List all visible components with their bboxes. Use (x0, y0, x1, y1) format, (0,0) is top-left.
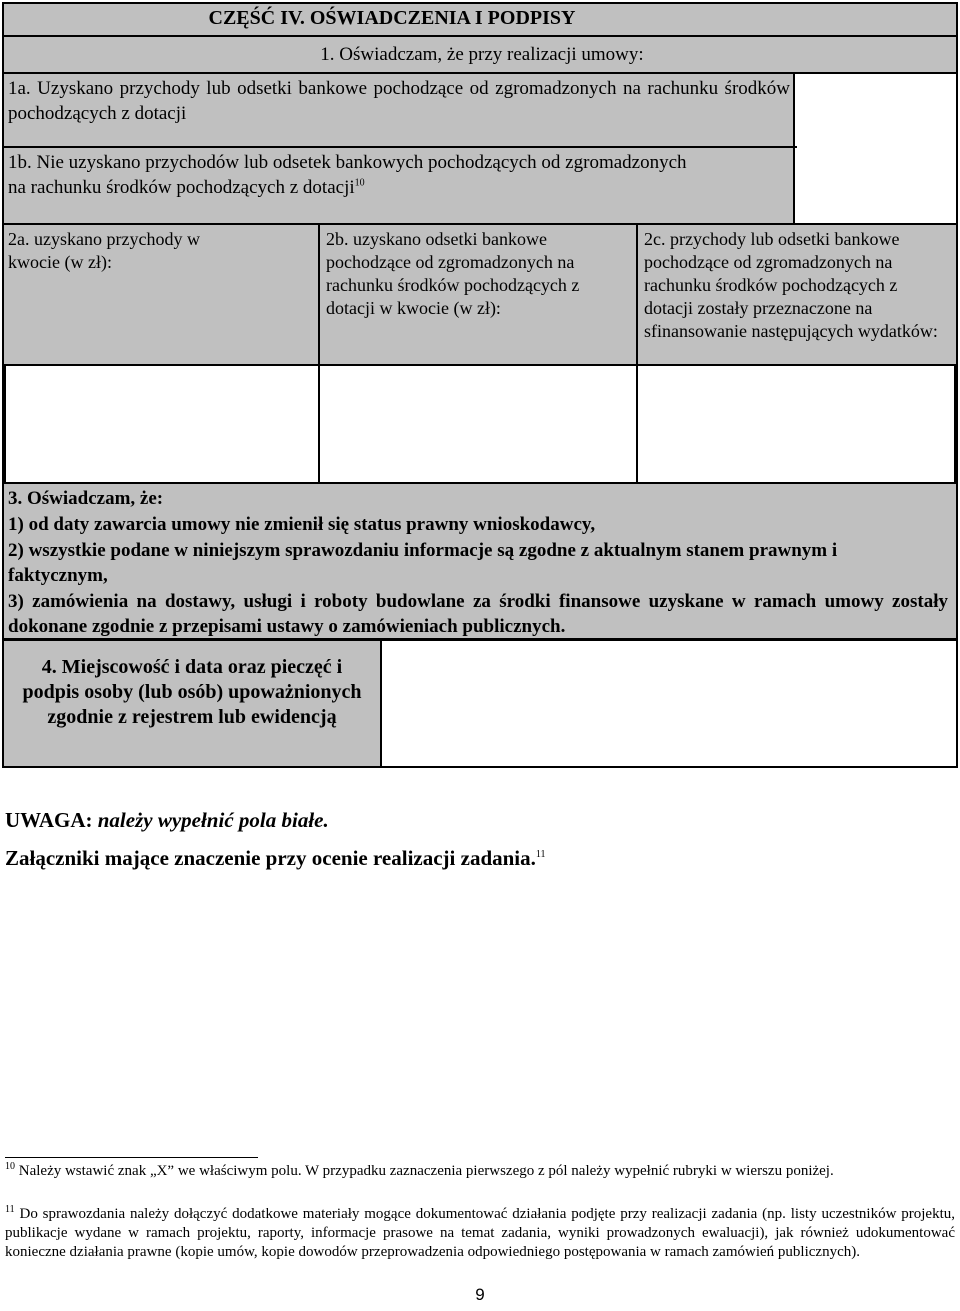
uwaga-label: UWAGA: (5, 808, 93, 832)
page-number: 9 (475, 1285, 485, 1304)
divider (2, 364, 958, 366)
expenses-2c-field[interactable] (638, 366, 956, 483)
signature-4-label: 4. Miejscowość i data oraz pieczęć i podpis osoby (lub osób) upoważnionych zgodnie z rejestrem lub ewidencją (22, 656, 362, 728)
footnote-10-text: Należy wstawić znak „X” we właściwym polu. W przypadku zaznaczenia pierwszego z pól należy wypełnić rubryki w wierszu poniżej. (18, 1163, 834, 1179)
footnote-10 (5, 1162, 955, 1181)
col-2a-header: 2a. uzyskano przychody w kwocie (w zł): (8, 229, 200, 272)
col-2b-header: 2b. uzyskano odsetki bankowe pochodzące od zgromadzonych na rachunku środków pochodzących z dotacji w kwocie (w zł): (326, 229, 580, 318)
divider (2, 364, 4, 484)
amount-2b-field[interactable] (320, 366, 636, 483)
declaration-3-item-2: 2) wszystkie podane w niniejszym sprawozdaniu informacje są zgodne z aktualnym stanem prawnym i faktycznym, (8, 540, 838, 586)
divider (956, 364, 958, 484)
footnote-11 (5, 1205, 955, 1262)
amount-2a-field[interactable] (4, 366, 318, 483)
divider (2, 223, 958, 225)
col-2c-header: 2c. przychody lub odsetki bankowe pochodzące od zgromadzonych na rachunku środków pochodzących z dotacji zostały przeznaczone na sfinansowanie następujących wydatków: (644, 229, 938, 341)
section-title: CZĘŚĆ IV. OŚWIADCZENIA I PODPISY (208, 7, 576, 29)
signature-field[interactable] (382, 641, 956, 766)
declaration-3-item-3: 3) zamówienia na dostawy, usługi i roboty budowlane za środki finansowe uzyskane w ramach umowy zostały dokonane zgodnie z przepisami ustawy o zamówieniach publicznych. (8, 591, 948, 637)
footnote-10-number: 10 (5, 1161, 15, 1172)
section-subtitle: 1. Oświadczam, że przy realizacji umowy: (320, 44, 644, 65)
divider (2, 72, 958, 74)
footnote-ref-10: 10 (354, 177, 365, 189)
uwaga-note (5, 808, 905, 833)
declaration-3-heading: 3. Oświadczam, że: (8, 488, 164, 509)
divider (2, 35, 958, 37)
footnote-11-number: 11 (5, 1204, 15, 1215)
declaration-3-item-1: 1) od daty zawarcia umowy nie zmienił się status prawny wnioskodawcy, (8, 514, 596, 535)
checkbox-field-1[interactable] (795, 74, 956, 224)
footnote-ref-11: 11 (535, 849, 546, 860)
attachments-note (5, 846, 905, 871)
row-1b-label: 1b. Nie uzyskano przychodów lub odsetek bankowych pochodzących od zgromadzonych na rachunku środków pochodzących z dotacji (8, 152, 687, 198)
attachments-label: Załączniki mające znaczenie przy ocenie realizacji zadania. (5, 846, 536, 870)
row-1b-text (8, 150, 708, 200)
row-1a-text: 1a. Uzyskano przychody lub odsetki bankowe pochodzące od zgromadzonych na rachunku środków pochodzących z dotacji (8, 78, 790, 124)
uwaga-text: należy wypełnić pola białe. (97, 808, 329, 832)
divider (2, 146, 797, 148)
divider (793, 72, 795, 225)
footnote-11-text: Do sprawozdania należy dołączyć dodatkowe materiały mogące dokumentować działania podjęte przy realizacji zadania (np. listy uczestników projektu, publikacje wydane w ramach projektu, raporty, informacje prasowe na temat zadania, wyniki prowadzonych ewaluacji), jak również udokumentować konieczne działania prawne (kopie umów, kopie dowodów przeprowadzenia odpowiedniego postępowania w ramach zamówień publicznych). (5, 1206, 956, 1260)
footnote-separator (5, 1157, 258, 1158)
